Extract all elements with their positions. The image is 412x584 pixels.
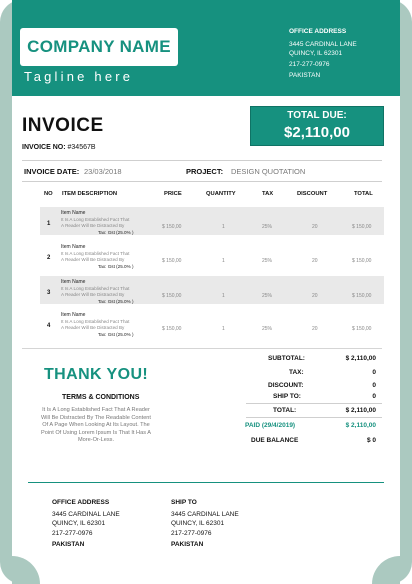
tax-cell: 25% (262, 326, 273, 332)
item-tax-note: Tax: Gst (25.0% ) (98, 299, 134, 304)
total-cell: $ 150,00 (352, 293, 372, 299)
subtotal-label: SUBTOTAL: (268, 355, 305, 362)
total-cell: $ 150,00 (352, 326, 372, 332)
office-phone: 217-277-0976 (289, 61, 330, 68)
table-divider (22, 348, 382, 349)
item-name: Item Name (61, 244, 86, 250)
col-header-description: ITEM DESCRIPTION (62, 191, 118, 197)
col-header-price: PRICE (164, 191, 182, 197)
tax-value: 0 (372, 369, 376, 376)
total-due-label: TOTAL DUE: (287, 110, 347, 121)
total-label: TOTAL: (273, 407, 297, 414)
discount-value: 0 (372, 382, 376, 389)
footer-office-country: PAKISTAN (52, 541, 85, 548)
discount-cell: 20 (312, 258, 318, 264)
price-cell: $ 150,00 (162, 293, 182, 299)
col-header-tax: TAX (262, 191, 274, 197)
summary-divider (246, 417, 382, 418)
tax-cell: 25% (262, 224, 273, 230)
office-address-heading: OFFICE ADDRESS (289, 28, 347, 35)
discount-cell: 20 (312, 224, 318, 230)
footer-ship-phone: 217-277-0976 (171, 530, 212, 537)
price-cell: $ 150,00 (162, 326, 182, 332)
subtotal-value: $ 2,110,00 (345, 355, 376, 362)
item-name: Item Name (61, 210, 86, 216)
due-balance-value: $ 0 (366, 437, 376, 444)
footer-office-line: QUINCY, IL 62301 (52, 520, 106, 527)
discount-cell: 20 (312, 293, 318, 299)
item-tax-note: Tax: Gst (25.0% ) (98, 264, 134, 269)
due-balance-label: DUE BALANCE (251, 437, 299, 444)
tax-label: TAX: (289, 369, 304, 376)
invoice-date-value: 23/03/2018 (84, 167, 122, 176)
summary-divider (246, 403, 382, 404)
project-value: DESIGN QUOTATION (231, 167, 306, 176)
quantity-cell: 1 (222, 326, 225, 332)
row-number: 1 (47, 221, 51, 227)
table-row (40, 276, 384, 304)
terms-text: It Is A Long Established Fact That A Reader Will Be Distracted By The Readable Content Of A Page When Looking At Its Layout. The Point Of Using Lorem Ipsum Is That It Has A More-Or-Less. (41, 407, 151, 444)
row-number: 2 (47, 255, 51, 261)
table-row (40, 241, 384, 269)
invoice-number-label: INVOICE NO: (22, 144, 66, 151)
col-header-no: NO (44, 191, 53, 197)
logo-box (20, 28, 178, 66)
footer-ship-country: PAKISTAN (171, 541, 204, 548)
col-header-discount: DISCOUNT (297, 191, 328, 197)
header-band (12, 0, 400, 96)
item-description: A Reader Will Be Distracted By (61, 325, 125, 330)
table-row (40, 207, 384, 235)
item-description: A Reader Will Be Distracted By (61, 292, 125, 297)
col-header-quantity: QUANTITY (206, 191, 236, 197)
item-name: Item Name (61, 279, 86, 285)
total-due-amount: $2,110,00 (284, 124, 350, 141)
price-cell: $ 150,00 (162, 224, 182, 230)
table-row (40, 309, 384, 337)
total-cell: $ 150,00 (352, 224, 372, 230)
total-value: $ 2,110,00 (345, 407, 376, 414)
item-description: It Is A Long Established Fact That (61, 319, 130, 324)
invoice-date-label: INVOICE DATE: (24, 167, 80, 176)
ship-to-value: 0 (372, 393, 376, 400)
price-cell: $ 150,00 (162, 258, 182, 264)
footer-ship-line: QUINCY, IL 62301 (171, 520, 225, 527)
footer-divider (28, 482, 384, 483)
item-description: A Reader Will Be Distracted By (61, 223, 125, 228)
item-description: It Is A Long Established Fact That (61, 217, 130, 222)
tax-cell: 25% (262, 293, 273, 299)
item-description: A Reader Will Be Distracted By (61, 257, 125, 262)
paid-value: $ 2,110,00 (345, 422, 376, 429)
invoice-number (22, 144, 96, 151)
item-description: It Is A Long Established Fact That (61, 251, 130, 256)
total-cell: $ 150,00 (352, 258, 372, 264)
paid-label: PAID (29/4/2019) (245, 422, 296, 429)
ship-to-label: SHIP TO: (273, 393, 301, 400)
terms-heading: TERMS & CONDITIONS (62, 394, 140, 401)
company-name: COMPANY NAME (27, 37, 171, 56)
col-header-total: TOTAL (354, 191, 373, 197)
discount-label: DISCOUNT: (268, 382, 304, 389)
project-label: PROJECT: (186, 167, 224, 176)
item-tax-note: Tax: Gst (25.0% ) (98, 230, 134, 235)
invoice-title: INVOICE (22, 115, 104, 136)
total-due-box (250, 106, 384, 146)
quantity-cell: 1 (222, 293, 225, 299)
quantity-cell: 1 (222, 258, 225, 264)
row-number: 4 (47, 323, 51, 329)
quantity-cell: 1 (222, 224, 225, 230)
office-address-line: QUINCY, IL 62301 (289, 50, 343, 57)
item-name: Item Name (61, 312, 86, 318)
thank-you-heading: THANK YOU! (44, 366, 149, 383)
invoice-number-value: #34567B (67, 144, 96, 151)
office-address-line: 3445 CARDINAL LANE (289, 41, 357, 48)
row-number: 3 (47, 290, 51, 296)
footer-office-phone: 217-277-0976 (52, 530, 93, 537)
discount-cell: 20 (312, 326, 318, 332)
invoice-meta-row (22, 160, 382, 182)
office-country: PAKISTAN (289, 72, 321, 79)
footer-office-line: 3445 CARDINAL LANE (52, 511, 120, 518)
footer-office-heading: OFFICE ADDRESS (52, 499, 110, 506)
tax-cell: 25% (262, 258, 273, 264)
tagline: Tagline here (24, 69, 134, 84)
footer-ship-heading: SHIP TO (171, 499, 197, 506)
footer-ship-line: 3445 CARDINAL LANE (171, 511, 239, 518)
item-description: It Is A Long Established Fact That (61, 286, 130, 291)
item-tax-note: Tax: Gst (25.0% ) (98, 332, 134, 337)
